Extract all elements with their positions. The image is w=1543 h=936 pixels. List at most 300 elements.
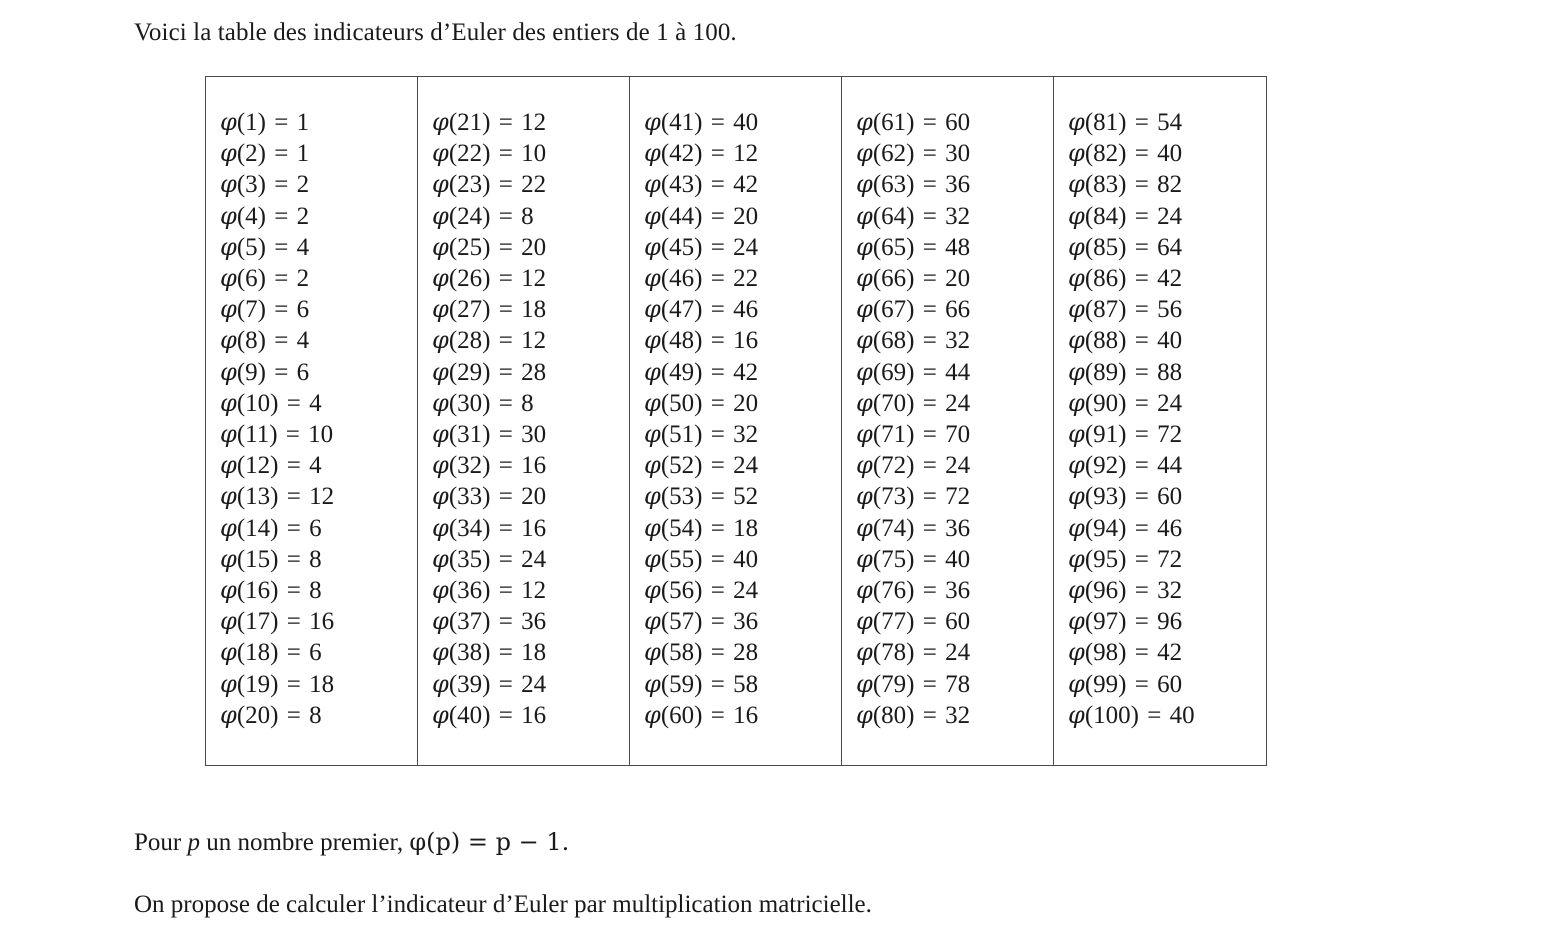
table-column	[842, 77, 1054, 765]
entry-value: 72	[1157, 421, 1183, 449]
phi-symbol: φ	[432, 544, 449, 573]
entry-argument: (43)	[660, 171, 703, 199]
equals-sign: =	[1128, 577, 1156, 605]
entry-argument: (84)	[1084, 202, 1127, 230]
entry-argument: (93)	[1084, 483, 1127, 511]
entry-value: 12	[521, 327, 547, 355]
entry-argument: (14)	[236, 514, 279, 542]
equals-sign: =	[916, 608, 944, 636]
equals-sign: =	[280, 701, 308, 729]
entry-argument: (58)	[660, 639, 703, 667]
phi-symbol: φ	[1068, 139, 1085, 168]
table-entry	[856, 513, 1053, 544]
equals-sign: =	[492, 265, 520, 293]
phi-symbol: φ	[220, 576, 237, 605]
phi-symbol: φ	[220, 357, 237, 386]
table-entry	[856, 419, 1053, 450]
phi-symbol: φ	[644, 451, 661, 480]
entry-value: 22	[521, 171, 547, 199]
phi-symbol: φ	[644, 388, 661, 417]
entry-argument: (11)	[236, 421, 278, 449]
phi-symbol: φ	[432, 388, 449, 417]
table-entry	[644, 388, 841, 419]
entry-argument: (25)	[448, 233, 491, 261]
entry-argument: (59)	[660, 670, 703, 698]
entry-value: 42	[733, 358, 759, 386]
entry-argument: (3)	[236, 171, 266, 199]
entry-value: 20	[521, 483, 547, 511]
entry-argument: (90)	[1084, 389, 1127, 417]
entry-argument: (67)	[872, 296, 915, 324]
equals-sign: =	[280, 639, 308, 667]
phi-symbol: φ	[220, 388, 237, 417]
entry-argument: (97)	[1084, 608, 1127, 636]
phi-symbol: φ	[1068, 357, 1085, 386]
entry-value: 36	[945, 514, 971, 542]
table-entry	[432, 419, 629, 450]
entry-argument: (16)	[236, 577, 279, 605]
entry-value: 16	[733, 701, 759, 729]
entry-argument: (61)	[872, 109, 915, 136]
table-entry	[1068, 575, 1266, 606]
entry-argument: (86)	[1084, 265, 1127, 293]
entry-argument: (54)	[660, 514, 703, 542]
prime-formula-middle: un nombre premier,	[199, 829, 410, 856]
entry-value: 4	[296, 233, 310, 261]
entry-value: 1	[296, 140, 310, 168]
table-entry	[1068, 138, 1266, 169]
entry-argument: (88)	[1084, 327, 1127, 355]
phi-symbol: φ	[856, 669, 873, 698]
entry-value: 30	[521, 421, 547, 449]
equals-sign: =	[280, 452, 308, 480]
entry-value: 44	[945, 358, 971, 386]
phi-symbol: φ	[220, 201, 237, 230]
entry-argument: (23)	[448, 171, 491, 199]
table-column	[418, 77, 630, 765]
table-entry	[220, 544, 417, 575]
phi-symbol: φ	[220, 264, 237, 293]
phi-symbol: φ	[856, 139, 873, 168]
phi-symbol: φ	[856, 638, 873, 667]
phi-symbol: φ	[856, 544, 873, 573]
entry-argument: (46)	[660, 265, 703, 293]
equals-sign: =	[1128, 545, 1156, 573]
table-entry	[220, 513, 417, 544]
table-entry	[644, 481, 841, 512]
entry-argument: (18)	[236, 639, 279, 667]
prime-formula-prefix: Pour	[134, 829, 188, 856]
table-entry	[220, 388, 417, 419]
entry-value: 60	[1157, 670, 1183, 698]
table-entry	[220, 419, 417, 450]
entry-argument: (13)	[236, 483, 279, 511]
entry-value: 4	[296, 327, 310, 355]
entry-value: 24	[1157, 202, 1183, 230]
phi-symbol: φ	[220, 108, 237, 136]
entry-argument: (21)	[448, 109, 491, 136]
equals-sign: =	[916, 483, 944, 511]
table-entry	[644, 669, 841, 700]
equals-sign: =	[1128, 483, 1156, 511]
entry-value: 6	[309, 639, 322, 667]
entry-argument: (89)	[1084, 358, 1127, 386]
entry-value: 24	[945, 452, 971, 480]
equals-sign: =	[492, 545, 520, 573]
entry-value: 2	[296, 265, 310, 293]
equals-sign: =	[280, 608, 308, 636]
table-entry	[856, 201, 1053, 232]
entry-argument: (71)	[872, 421, 915, 449]
phi-symbol: φ	[1068, 170, 1085, 199]
phi-symbol: φ	[432, 669, 449, 698]
entry-value: 10	[308, 421, 334, 449]
entry-argument: (28)	[448, 327, 491, 355]
equals-sign: =	[280, 389, 308, 417]
table-entry	[856, 232, 1053, 263]
entry-argument: (35)	[448, 545, 491, 573]
equals-sign: =	[1128, 233, 1156, 261]
phi-symbol: φ	[644, 108, 661, 136]
equals-sign: =	[492, 639, 520, 667]
equals-sign: =	[267, 202, 295, 230]
table-entry	[432, 513, 629, 544]
entry-value: 66	[945, 296, 971, 324]
entry-argument: (55)	[660, 545, 703, 573]
equals-sign: =	[1128, 296, 1156, 324]
table-entry	[432, 388, 629, 419]
equals-sign: =	[704, 483, 732, 511]
entry-value: 40	[1157, 140, 1183, 168]
equals-sign: =	[916, 265, 944, 293]
table-entry	[1068, 263, 1266, 294]
table-entry	[432, 669, 629, 700]
entry-argument: (50)	[660, 389, 703, 417]
phi-symbol: φ	[856, 482, 873, 511]
phi-symbol: φ	[1068, 513, 1085, 542]
equals-sign: =	[916, 452, 944, 480]
phi-symbol: φ	[644, 232, 661, 261]
entry-value: 4	[309, 389, 322, 417]
table-entry	[220, 263, 417, 294]
equals-sign: =	[916, 670, 944, 698]
table-entry	[644, 450, 841, 481]
entry-argument: (15)	[236, 545, 279, 573]
equals-sign: =	[492, 483, 520, 511]
phi-symbol: φ	[1068, 576, 1085, 605]
phi-symbol: φ	[644, 513, 661, 542]
table-entry	[1068, 388, 1266, 419]
phi-symbol: φ	[432, 326, 449, 355]
entry-value: 22	[733, 265, 759, 293]
table-entry	[432, 107, 629, 138]
intro-sentence: Voici la table des indicateurs d’Euler des entiers de 1 à 100.	[134, 19, 737, 46]
entry-value: 20	[733, 202, 759, 230]
table-entry	[856, 325, 1053, 356]
equals-sign: =	[704, 233, 732, 261]
equals-sign: =	[916, 233, 944, 261]
phi-symbol: φ	[644, 420, 661, 449]
entry-argument: (29)	[448, 358, 491, 386]
entry-argument: (63)	[872, 171, 915, 199]
entry-value: 16	[521, 514, 547, 542]
equals-sign: =	[279, 421, 307, 449]
entry-argument: (34)	[448, 514, 491, 542]
entry-value: 40	[733, 545, 759, 573]
phi-symbol: φ	[1068, 700, 1085, 729]
entry-argument: (81)	[1084, 109, 1127, 136]
table-entry	[432, 637, 629, 668]
table-entry	[432, 263, 629, 294]
entry-argument: (75)	[872, 545, 915, 573]
entry-argument: (99)	[1084, 670, 1127, 698]
entry-argument: (73)	[872, 483, 915, 511]
equals-sign: =	[492, 202, 520, 230]
phi-symbol: φ	[1068, 201, 1085, 230]
table-entry	[1068, 232, 1266, 263]
table-entry	[432, 232, 629, 263]
equals-sign: =	[916, 327, 944, 355]
entry-value: 6	[309, 514, 322, 542]
table-entry	[1068, 169, 1266, 200]
equals-sign: =	[280, 514, 308, 542]
entry-value: 8	[521, 389, 534, 417]
phi-symbol: φ	[856, 700, 873, 729]
phi-symbol: φ	[856, 607, 873, 636]
entry-argument: (69)	[872, 358, 915, 386]
entry-argument: (20)	[236, 701, 279, 729]
equals-sign: =	[916, 577, 944, 605]
phi-symbol: φ	[856, 357, 873, 386]
entry-value: 56	[1157, 296, 1183, 324]
matrix-method-line: On propose de calculer l’indicateur d’Euler par multiplication matricielle.	[134, 891, 872, 918]
equals-sign: =	[267, 171, 295, 199]
table-entry	[220, 481, 417, 512]
phi-symbol: φ	[220, 139, 237, 168]
equals-sign: =	[704, 140, 732, 168]
equals-sign: =	[492, 577, 520, 605]
entry-argument: (26)	[448, 265, 491, 293]
equals-sign: =	[704, 639, 732, 667]
table-entry	[220, 201, 417, 232]
table-entry	[1068, 513, 1266, 544]
table-entry	[432, 575, 629, 606]
entry-argument: (79)	[872, 670, 915, 698]
entry-value: 16	[521, 701, 547, 729]
phi-symbol: φ	[856, 264, 873, 293]
entry-argument: (4)	[236, 202, 266, 230]
entry-argument: (56)	[660, 577, 703, 605]
table-entry	[856, 263, 1053, 294]
equals-sign: =	[704, 109, 732, 136]
entry-value: 42	[1157, 265, 1183, 293]
entry-value: 52	[733, 483, 759, 511]
equals-sign: =	[492, 514, 520, 542]
entry-value: 6	[296, 358, 310, 386]
phi-symbol: φ	[432, 638, 449, 667]
phi-symbol: φ	[856, 451, 873, 480]
equals-sign: =	[1128, 202, 1156, 230]
entry-argument: (6)	[236, 265, 266, 293]
table-entry	[220, 575, 417, 606]
equals-sign: =	[492, 389, 520, 417]
equals-sign: =	[704, 608, 732, 636]
equals-sign: =	[916, 109, 944, 136]
entry-value: 78	[945, 670, 971, 698]
equals-sign: =	[280, 577, 308, 605]
entry-value: 2	[296, 202, 310, 230]
entry-argument: (91)	[1084, 421, 1127, 449]
entry-argument: (60)	[660, 701, 703, 729]
entry-value: 12	[733, 140, 759, 168]
entry-argument: (30)	[448, 389, 491, 417]
equals-sign: =	[704, 171, 732, 199]
entry-argument: (10)	[236, 389, 279, 417]
entry-value: 24	[945, 389, 971, 417]
entry-argument: (9)	[236, 358, 266, 386]
phi-symbol: φ	[220, 544, 237, 573]
phi-symbol: φ	[432, 264, 449, 293]
phi-symbol: φ	[1068, 638, 1085, 667]
table-entry	[1068, 294, 1266, 325]
phi-symbol: φ	[432, 513, 449, 542]
table-entry	[856, 669, 1053, 700]
entry-value: 36	[945, 577, 971, 605]
phi-symbol: φ	[1068, 420, 1085, 449]
entry-value: 32	[945, 701, 971, 729]
entry-argument: (45)	[660, 233, 703, 261]
phi-symbol: φ	[220, 420, 237, 449]
entry-argument: (2)	[236, 140, 266, 168]
phi-symbol: φ	[644, 700, 661, 729]
phi-symbol: φ	[856, 295, 873, 324]
entry-argument: (33)	[448, 483, 491, 511]
equals-sign: =	[704, 265, 732, 293]
equals-sign: =	[704, 514, 732, 542]
equals-sign: =	[916, 421, 944, 449]
entry-value: 6	[296, 296, 310, 324]
entry-value: 72	[1157, 545, 1183, 573]
equals-sign: =	[916, 545, 944, 573]
table-entry	[1068, 700, 1266, 731]
entry-value: 30	[945, 140, 971, 168]
equals-sign: =	[492, 109, 520, 136]
entry-value: 32	[733, 421, 759, 449]
phi-symbol: φ	[220, 295, 237, 324]
entry-value: 24	[733, 577, 759, 605]
entry-argument: (40)	[448, 701, 491, 729]
table-entry	[856, 357, 1053, 388]
entry-value: 42	[733, 171, 759, 199]
phi-symbol: φ	[644, 326, 661, 355]
entry-value: 12	[521, 109, 547, 136]
equals-sign: =	[492, 421, 520, 449]
phi-symbol: φ	[432, 576, 449, 605]
entry-value: 2	[296, 171, 310, 199]
entry-argument: (70)	[872, 389, 915, 417]
table-entry	[856, 138, 1053, 169]
equals-sign: =	[492, 701, 520, 729]
phi-symbol: φ	[432, 357, 449, 386]
table-entry	[220, 669, 417, 700]
entry-argument: (27)	[448, 296, 491, 324]
table-entry	[1068, 325, 1266, 356]
entry-argument: (94)	[1084, 514, 1127, 542]
equals-sign: =	[1140, 701, 1168, 729]
phi-symbol: φ	[1068, 669, 1085, 698]
table-entry	[644, 263, 841, 294]
equals-sign: =	[1128, 358, 1156, 386]
equals-sign: =	[1128, 421, 1156, 449]
entry-argument: (78)	[872, 639, 915, 667]
equals-sign: =	[916, 358, 944, 386]
table-entry	[1068, 450, 1266, 481]
phi-symbol: φ	[644, 607, 661, 636]
entry-argument: (83)	[1084, 171, 1127, 199]
entry-argument: (49)	[660, 358, 703, 386]
equals-sign: =	[1128, 171, 1156, 199]
phi-symbol: φ	[644, 544, 661, 573]
table-entry	[856, 294, 1053, 325]
table-entry	[1068, 481, 1266, 512]
table-entry	[644, 169, 841, 200]
entry-argument: (48)	[660, 327, 703, 355]
equals-sign: =	[704, 545, 732, 573]
phi-symbol: φ	[1068, 232, 1085, 261]
equals-sign: =	[267, 233, 295, 261]
phi-symbol: φ	[644, 295, 661, 324]
equals-sign: =	[1128, 389, 1156, 417]
table-entry	[432, 138, 629, 169]
table-entry	[220, 325, 417, 356]
table-entry	[644, 201, 841, 232]
entry-value: 36	[521, 608, 547, 636]
entry-value: 36	[945, 171, 971, 199]
table-entry	[432, 169, 629, 200]
entry-argument: (41)	[660, 109, 703, 136]
equals-sign: =	[1128, 109, 1156, 136]
entry-value: 12	[309, 483, 335, 511]
table-entry	[856, 388, 1053, 419]
entry-value: 4	[309, 452, 322, 480]
entry-argument: (51)	[660, 421, 703, 449]
entry-value: 20	[945, 265, 971, 293]
entry-argument: (53)	[660, 483, 703, 511]
equals-sign: =	[916, 514, 944, 542]
entry-value: 24	[733, 452, 759, 480]
entry-argument: (72)	[872, 452, 915, 480]
phi-symbol: φ	[220, 451, 237, 480]
phi-symbol: φ	[644, 482, 661, 511]
entry-argument: (87)	[1084, 296, 1127, 324]
table-entry	[432, 294, 629, 325]
phi-symbol: φ	[856, 232, 873, 261]
phi-symbol: φ	[1068, 544, 1085, 573]
entry-value: 88	[1157, 358, 1183, 386]
entry-value: 28	[521, 358, 547, 386]
equals-sign: =	[704, 670, 732, 698]
table-entry	[644, 637, 841, 668]
phi-symbol: φ	[1068, 451, 1085, 480]
equals-sign: =	[704, 358, 732, 386]
phi-symbol: φ	[220, 513, 237, 542]
table-entry	[220, 138, 417, 169]
table-entry	[644, 138, 841, 169]
equals-sign: =	[280, 483, 308, 511]
entry-value: 8	[309, 701, 322, 729]
table-entry	[644, 232, 841, 263]
table-entry	[1068, 201, 1266, 232]
